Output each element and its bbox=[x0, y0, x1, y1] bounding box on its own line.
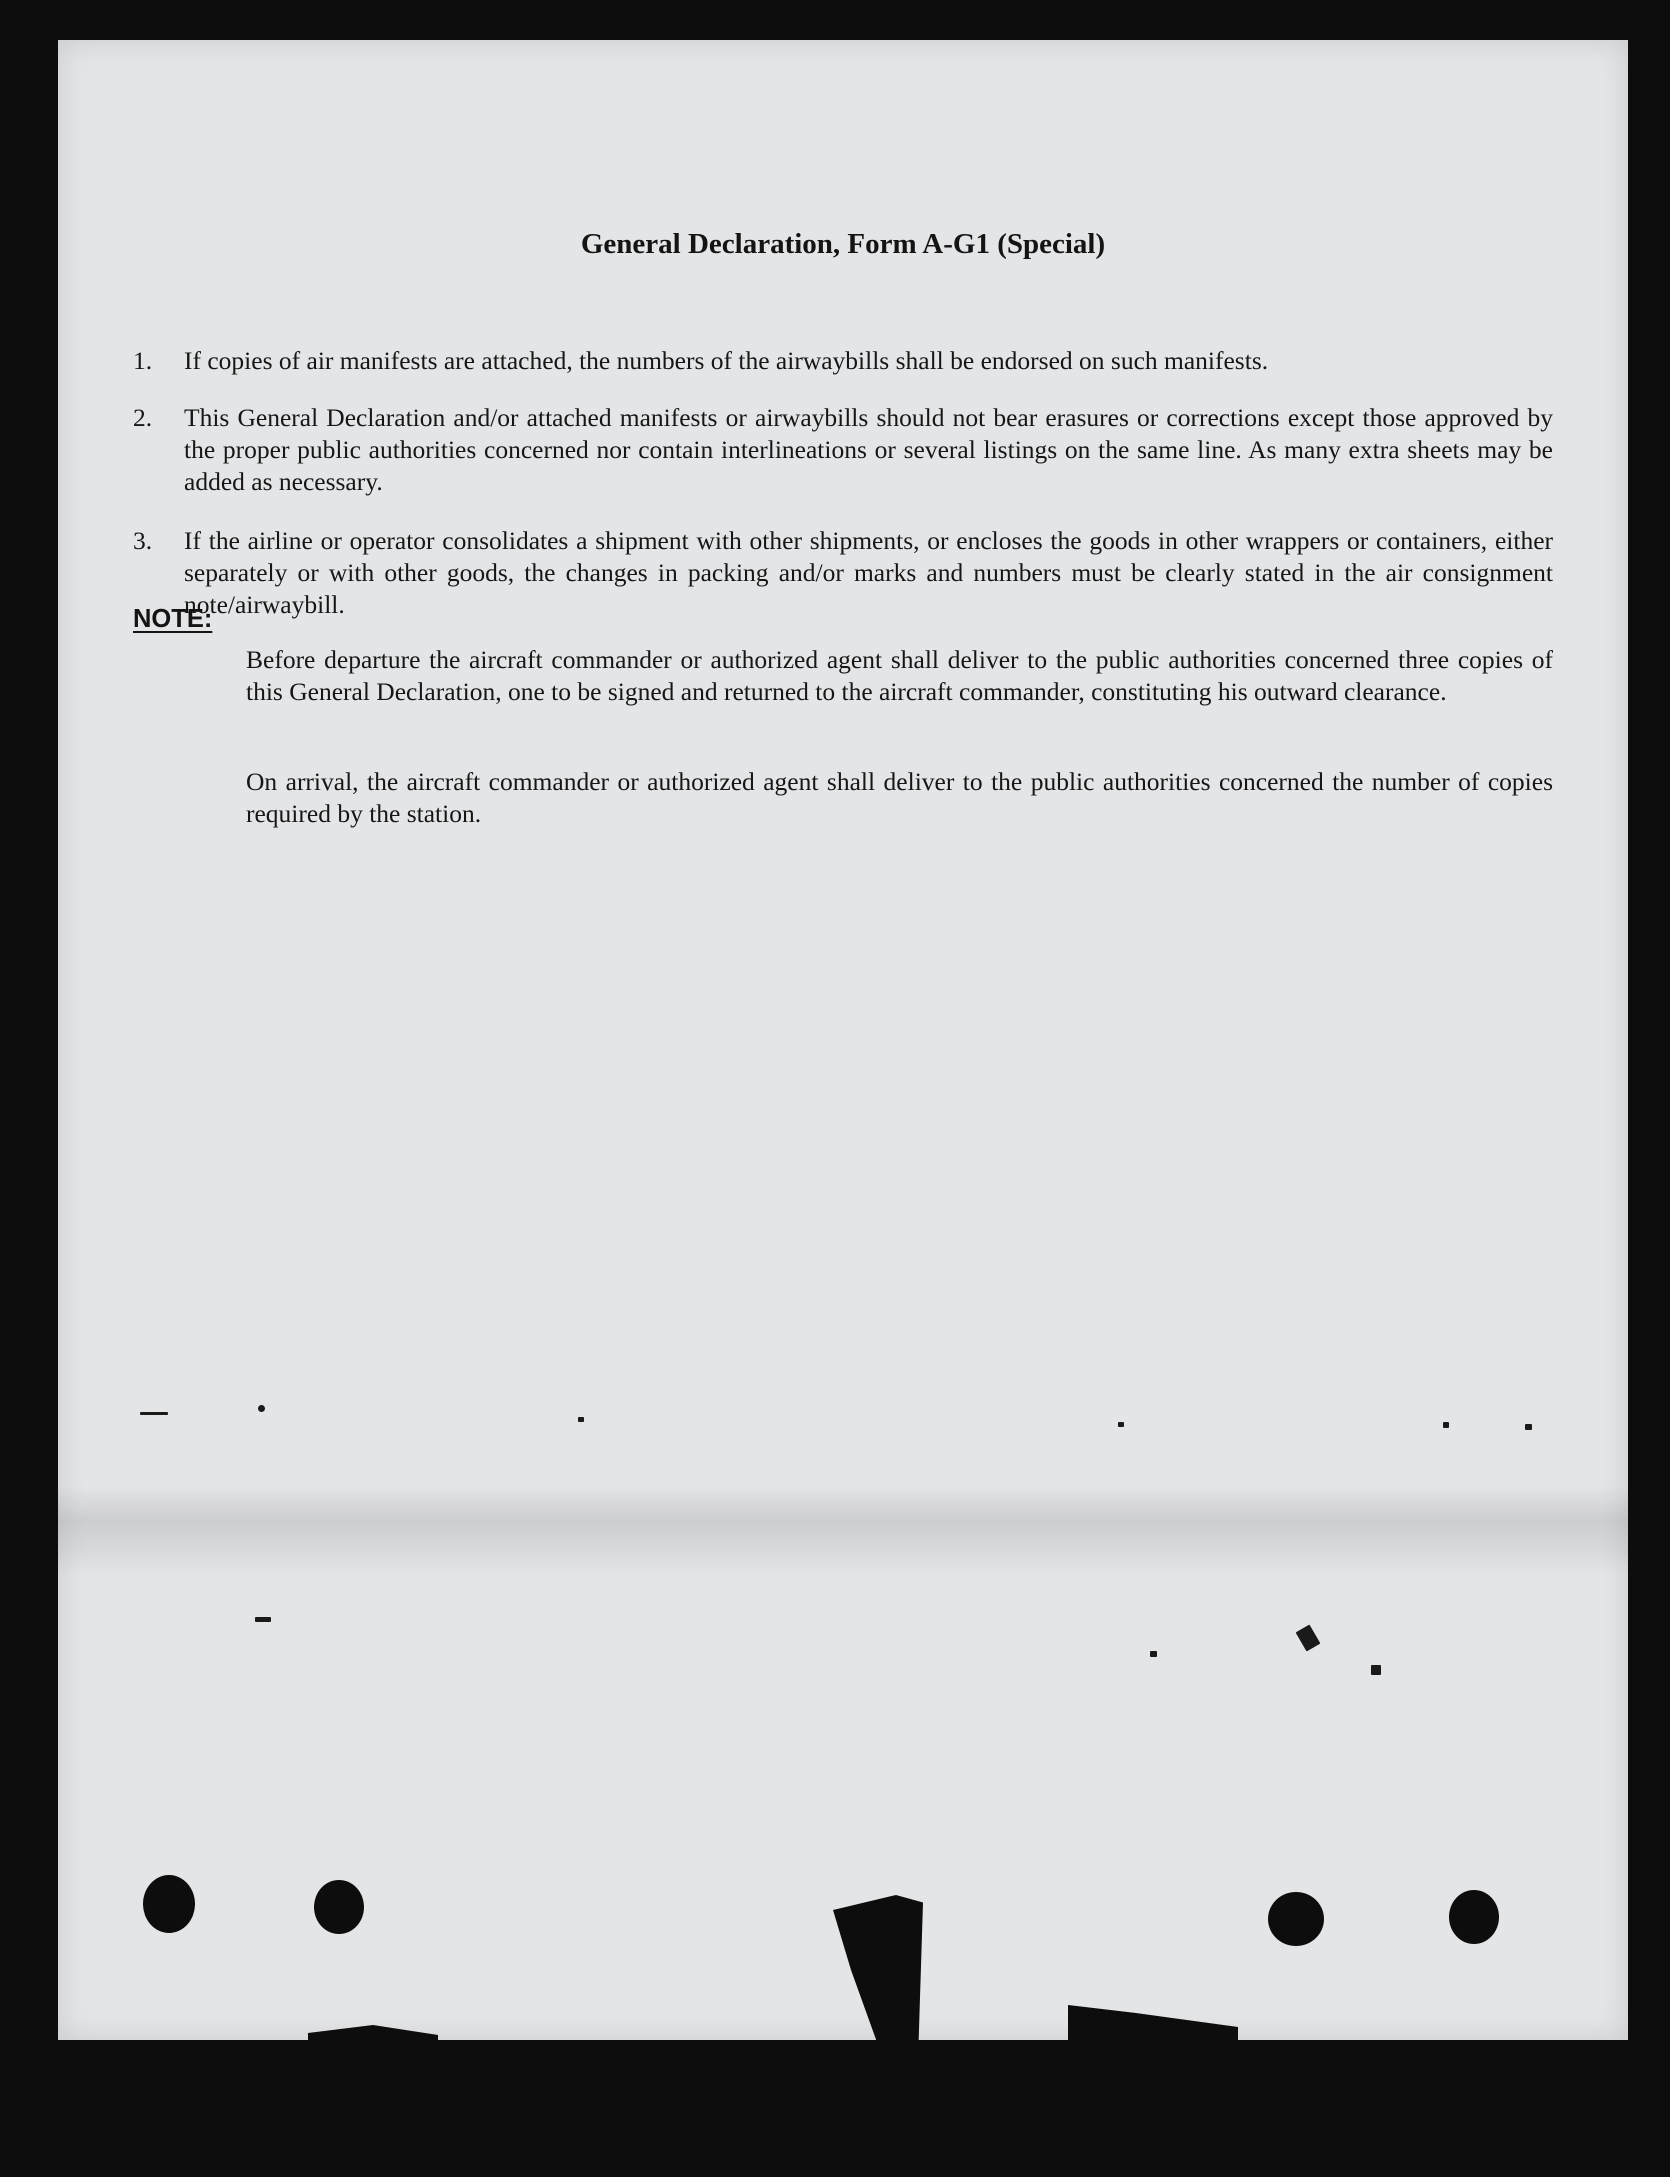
document-title: General Declaration, Form A-G1 (Special) bbox=[580, 228, 1106, 260]
item-number: 1. bbox=[133, 346, 153, 375]
scan-speck bbox=[140, 1412, 168, 1415]
scan-speck bbox=[1443, 1422, 1449, 1428]
punch-hole bbox=[1449, 1890, 1499, 1944]
torn-edge bbox=[833, 1895, 923, 2045]
scan-speck bbox=[1371, 1665, 1381, 1675]
list-item bbox=[133, 525, 1553, 621]
punch-hole bbox=[143, 1875, 195, 1933]
scan-speck bbox=[1150, 1651, 1157, 1657]
scan-speck bbox=[1296, 1624, 1321, 1651]
punch-hole bbox=[314, 1880, 364, 1934]
scan-speck bbox=[1525, 1424, 1532, 1430]
document-page bbox=[58, 40, 1628, 2040]
torn-edge bbox=[308, 2025, 438, 2045]
list-item bbox=[133, 402, 1553, 498]
scan-speck bbox=[258, 1405, 265, 1412]
item-text: If copies of air manifests are attached, the numbers of the airwaybills shall be endorsed on such manifests. bbox=[184, 346, 1269, 375]
torn-edge bbox=[1068, 2005, 1238, 2045]
item-text: This General Declaration and/or attached manifests or airwaybills should not bear erasures or corrections except those approved by the proper public authorities concerned nor contain interlineations or several listings on the same line. As many extra sheets may be added as necessary. bbox=[184, 403, 1553, 496]
scan-speck bbox=[255, 1617, 271, 1622]
note-label: NOTE: bbox=[133, 605, 213, 633]
scan-speck bbox=[578, 1417, 584, 1422]
note-paragraph: Before departure the aircraft commander or authorized agent shall deliver to the public authorities concerned three copies of this General Declaration, one to be signed and returned to the aircraft commander, constituting his outward clearance. bbox=[246, 645, 1553, 706]
note-paragraph: On arrival, the aircraft commander or authorized agent shall deliver to the public authorities concerned the number of copies required by the station. bbox=[246, 767, 1553, 828]
item-number: 3. bbox=[133, 526, 153, 555]
scan-speck bbox=[1118, 1422, 1124, 1427]
item-text: If the airline or operator consolidates a shipment with other shipments, or encloses the goods in other wrappers or containers, either separately or with other goods, the changes in packing and/or marks and numbers must be clearly stated in the air consignment note/airwaybill. bbox=[184, 526, 1553, 619]
paper-fold-shadow bbox=[58, 1485, 1628, 1575]
punch-hole bbox=[1268, 1892, 1324, 1946]
list-item bbox=[133, 345, 1553, 377]
item-number: 2. bbox=[133, 403, 153, 432]
